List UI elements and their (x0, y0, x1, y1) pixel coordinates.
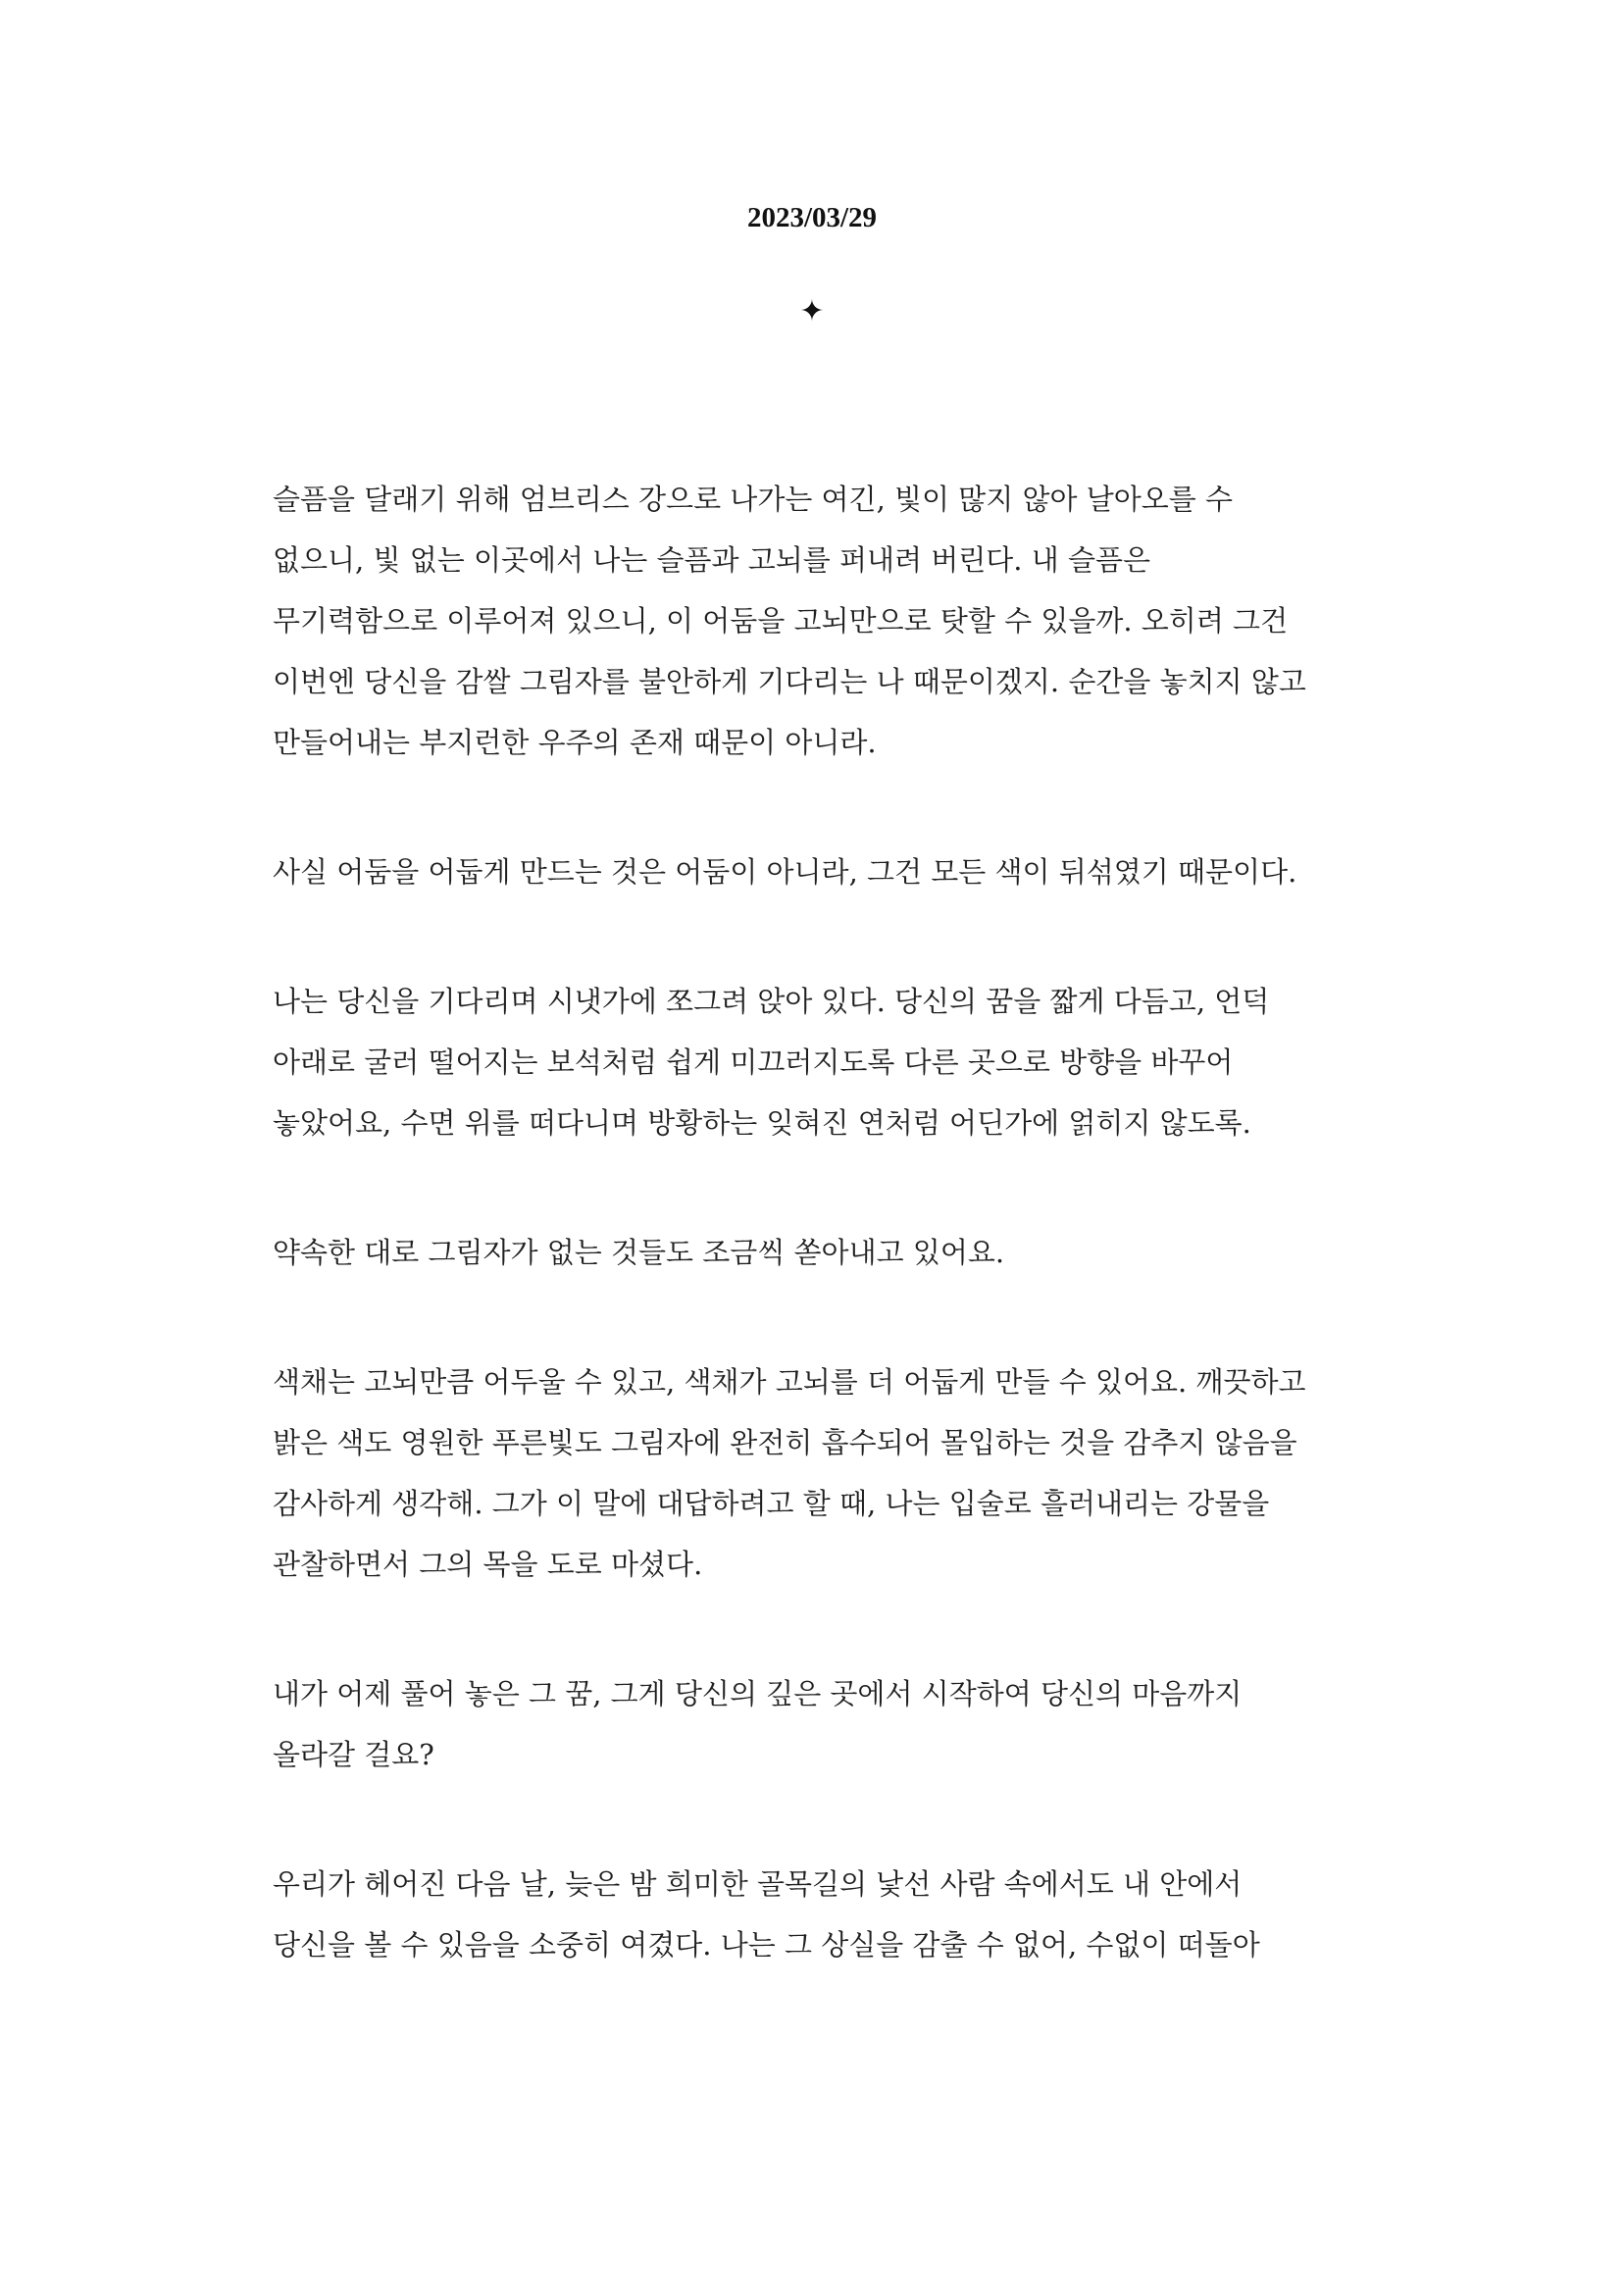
text-line: 약속한 대로 그림자가 없는 것들도 조금씩 쏟아내고 있어요. (273, 1236, 1005, 1269)
body-text (273, 469, 1371, 2044)
text-line: 올라갈 걸요? (273, 1738, 434, 1771)
paragraph (273, 1854, 1371, 1975)
paragraph (273, 1351, 1371, 1595)
text-line: 만들어내는 부지런한 우주의 존재 때문이 아니라. (273, 726, 877, 759)
paragraph (273, 971, 1371, 1153)
text-line: 관찰하면서 그의 목을 도로 마셨다. (273, 1548, 703, 1581)
text-line: 놓았어요, 수면 위를 떠다니며 방황하는 잊혀진 연처럼 어딘가에 얽히지 않도록. (273, 1106, 1251, 1140)
text-line: 색채는 고뇌만큼 어두울 수 있고, 색채가 고뇌를 더 어둡게 만들 수 있어요. 깨끗하고 (273, 1365, 1306, 1399)
text-line: 당신을 볼 수 있음을 소중히 여겼다. 나는 그 상실을 감출 수 없어, 수없이 떠돌아 (273, 1928, 1260, 1962)
paragraph (273, 1222, 1371, 1283)
text-line: 없으니, 빛 없는 이곳에서 나는 슬픔과 고뇌를 퍼내려 버린다. 내 슬픔은 (273, 543, 1151, 577)
paragraph (273, 469, 1371, 773)
star-ornament-icon: ✦ (799, 294, 825, 329)
text-line: 내가 어제 풀어 놓은 그 꿈, 그게 당신의 깊은 곳에서 시작하여 당신의 마음까지 (273, 1677, 1243, 1710)
paragraph (273, 1663, 1371, 1785)
text-line: 이번엔 당신을 감쌀 그림자를 불안하게 기다리는 나 때문이겠지. 순간을 놓치지 않고 (273, 665, 1306, 698)
text-line: 슬픔을 달래기 위해 엄브리스 강으로 나가는 여긴, 빛이 많지 않아 날아오를 수 (273, 483, 1234, 516)
page-date: 2023/03/29 (746, 202, 878, 233)
text-line: 우리가 헤어진 다음 날, 늦은 밤 희미한 골목길의 낯선 사람 속에서도 내 안에서 (273, 1867, 1243, 1901)
text-line: 나는 당신을 기다리며 시냇가에 쪼그려 앉아 있다. 당신의 꿈을 짧게 다듬고, 언덕 (273, 985, 1270, 1018)
text-line: 사실 어둠을 어둡게 만드는 것은 어둠이 아니라, 그건 모든 색이 뒤섞였기 때문이다. (273, 855, 1297, 889)
text-line: 감사하게 생각해. 그가 이 말에 대답하려고 할 때, 나는 입술로 흘러내리는 강물을 (273, 1487, 1270, 1520)
text-line: 무기력함으로 이루어져 있으니, 이 어둠을 고뇌만으로 탓할 수 있을까. 오히려 그건 (273, 604, 1289, 637)
text-line: 아래로 굴러 떨어지는 보석처럼 쉽게 미끄러지도록 다른 곳으로 방향을 바꾸어 (273, 1045, 1234, 1079)
paragraph (273, 841, 1371, 902)
text-line: 밝은 색도 영원한 푸른빛도 그림자에 완전히 흡수되어 몰입하는 것을 감추지 않음을 (273, 1426, 1297, 1459)
